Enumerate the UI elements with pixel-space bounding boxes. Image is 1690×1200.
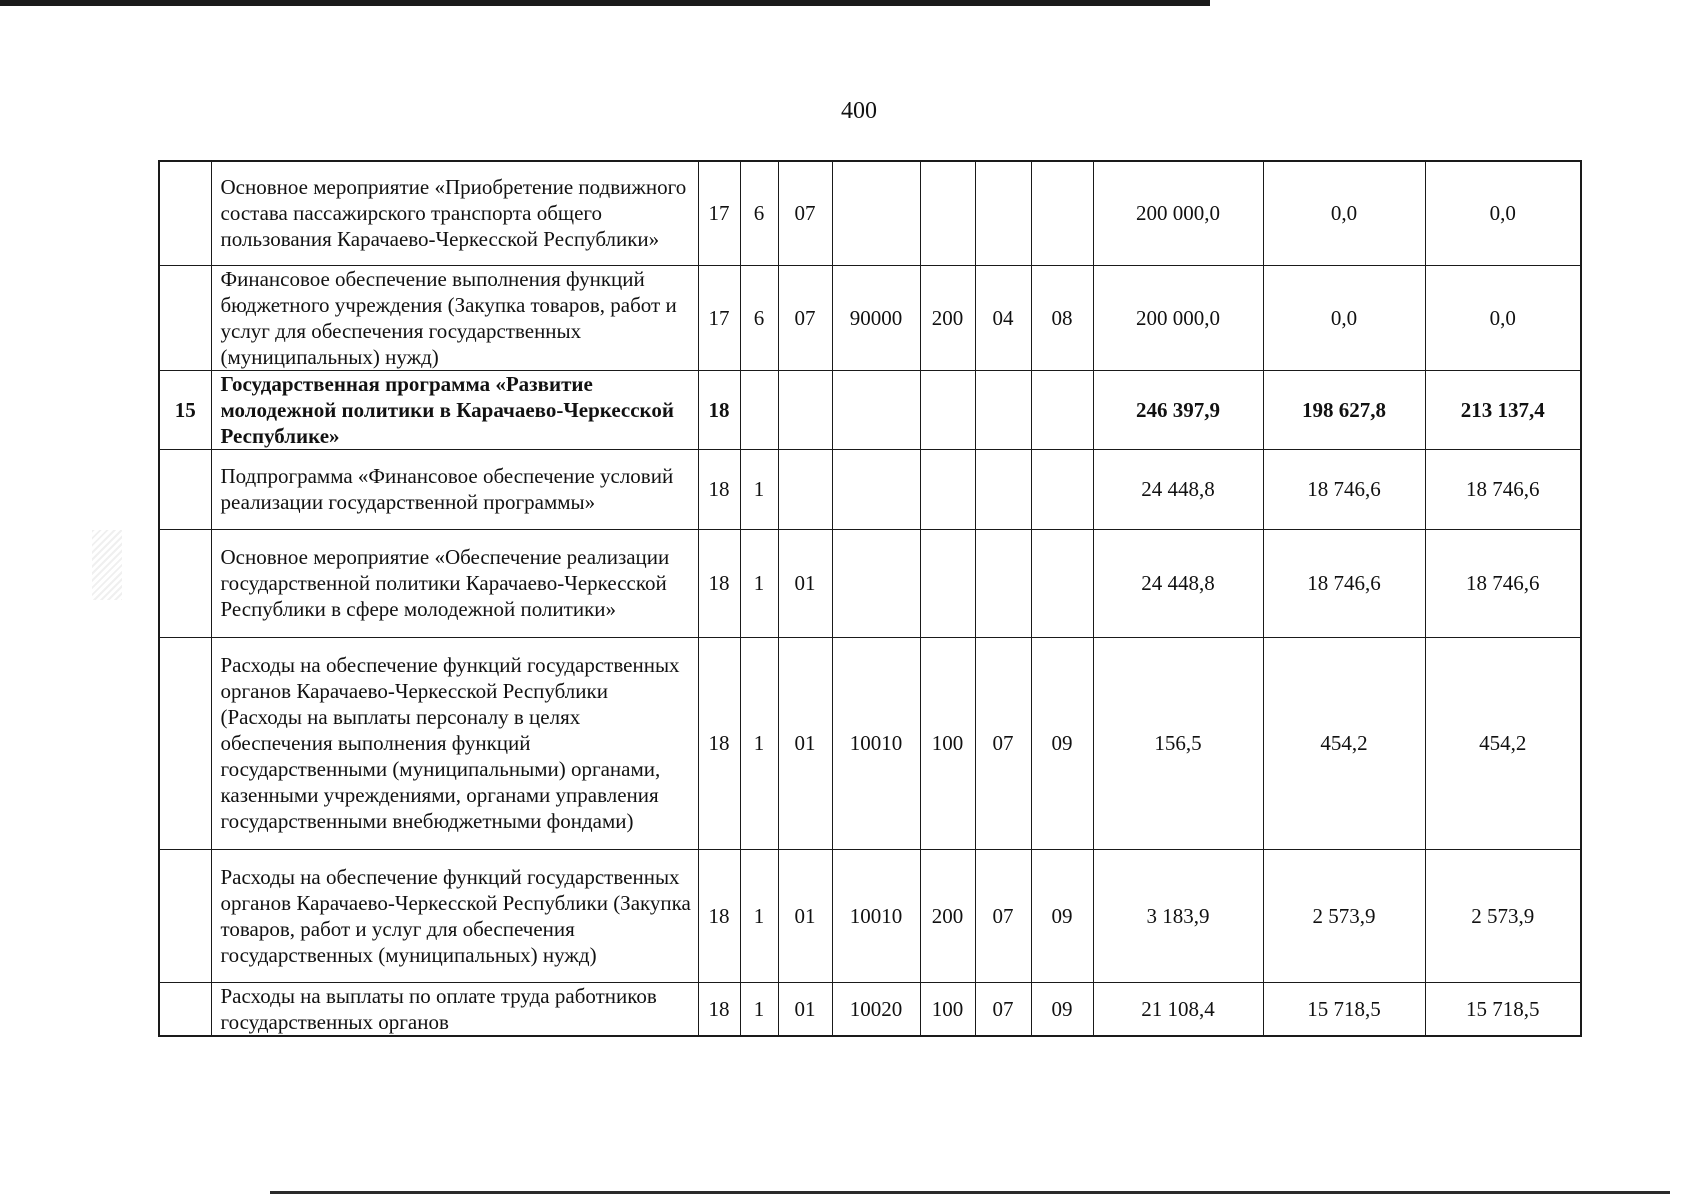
- row-number: [159, 529, 211, 637]
- code-cell: 17: [698, 161, 740, 265]
- table-row: [159, 161, 1581, 265]
- code-cell: [778, 370, 832, 449]
- code-cell: 01: [778, 637, 832, 849]
- code-cell: 6: [740, 161, 778, 265]
- table-row: [159, 849, 1581, 982]
- code-cell: [920, 161, 975, 265]
- code-cell: 1: [740, 529, 778, 637]
- code-cell: 18: [698, 849, 740, 982]
- row-number: [159, 637, 211, 849]
- amount-cell: 246 397,9: [1093, 370, 1263, 449]
- code-cell: 08: [1031, 265, 1093, 370]
- amount-cell: 200 000,0: [1093, 161, 1263, 265]
- table-row: [159, 637, 1581, 849]
- code-cell: 200: [920, 265, 975, 370]
- row-number: [159, 265, 211, 370]
- row-name: Подпрограмма «Финансовое обеспечение условий реализации государственной программы»: [211, 449, 698, 529]
- amount-cell: 18 746,6: [1263, 529, 1425, 637]
- code-cell: 1: [740, 637, 778, 849]
- amount-cell: 15 718,5: [1263, 982, 1425, 1036]
- code-cell: 07: [975, 849, 1031, 982]
- code-cell: 6: [740, 265, 778, 370]
- code-cell: [832, 370, 920, 449]
- code-cell: 10010: [832, 849, 920, 982]
- code-cell: [1031, 370, 1093, 449]
- budget-table: [158, 160, 1582, 1037]
- code-cell: 04: [975, 265, 1031, 370]
- code-cell: [920, 449, 975, 529]
- amount-cell: 15 718,5: [1425, 982, 1581, 1036]
- amount-cell: 213 137,4: [1425, 370, 1581, 449]
- scan-edge-top: [0, 0, 1210, 6]
- code-cell: 09: [1031, 849, 1093, 982]
- code-cell: 07: [975, 637, 1031, 849]
- row-name: Расходы на обеспечение функций государственных органов Карачаево-Черкесской Республики (Расходы на выплаты персоналу в целях обеспечения выполнения функций государственными (муниципальными) органами, казенными учреждениями, органами управления государственными внебюджетными фондами): [211, 637, 698, 849]
- amount-cell: 18 746,6: [1263, 449, 1425, 529]
- code-cell: 01: [778, 982, 832, 1036]
- table-row: [159, 529, 1581, 637]
- code-cell: [975, 449, 1031, 529]
- row-name: Государственная программа «Развитие молодежной политики в Карачаево-Черкесской Республике»: [211, 370, 698, 449]
- row-number: [159, 849, 211, 982]
- table-row: [159, 982, 1581, 1036]
- code-cell: [975, 161, 1031, 265]
- amount-cell: 156,5: [1093, 637, 1263, 849]
- code-cell: [1031, 161, 1093, 265]
- code-cell: 01: [778, 529, 832, 637]
- code-cell: 18: [698, 449, 740, 529]
- code-cell: 10020: [832, 982, 920, 1036]
- row-number: [159, 982, 211, 1036]
- code-cell: [832, 449, 920, 529]
- row-name: Финансовое обеспечение выполнения функций бюджетного учреждения (Закупка товаров, работ и услуг для обеспечения государственных (муниципальных) нужд): [211, 265, 698, 370]
- code-cell: [920, 370, 975, 449]
- code-cell: 01: [778, 849, 832, 982]
- amount-cell: 0,0: [1263, 265, 1425, 370]
- amount-cell: 198 627,8: [1263, 370, 1425, 449]
- amount-cell: 18 746,6: [1425, 529, 1581, 637]
- code-cell: 1: [740, 982, 778, 1036]
- row-name: Расходы на обеспечение функций государственных органов Карачаево-Черкесской Республики (Закупка товаров, работ и услуг для обеспечения государственных (муниципальных) нужд): [211, 849, 698, 982]
- amount-cell: 0,0: [1263, 161, 1425, 265]
- amount-cell: 454,2: [1263, 637, 1425, 849]
- table-row: [159, 265, 1581, 370]
- code-cell: 17: [698, 265, 740, 370]
- row-name: Расходы на выплаты по оплате труда работников государственных органов: [211, 982, 698, 1036]
- amount-cell: 0,0: [1425, 161, 1581, 265]
- code-cell: [832, 161, 920, 265]
- row-number: 15: [159, 370, 211, 449]
- row-number: [159, 161, 211, 265]
- page-number: 400: [841, 98, 877, 124]
- amount-cell: 18 746,6: [1425, 449, 1581, 529]
- code-cell: 200: [920, 849, 975, 982]
- code-cell: [1031, 449, 1093, 529]
- code-cell: [975, 529, 1031, 637]
- amount-cell: 2 573,9: [1425, 849, 1581, 982]
- amount-cell: 21 108,4: [1093, 982, 1263, 1036]
- row-name: Основное мероприятие «Приобретение подвижного состава пассажирского транспорта общего пользования Карачаево-Черкесской Республики»: [211, 161, 698, 265]
- amount-cell: 24 448,8: [1093, 449, 1263, 529]
- code-cell: 100: [920, 982, 975, 1036]
- code-cell: [920, 529, 975, 637]
- code-cell: 18: [698, 529, 740, 637]
- scan-speckle: [92, 530, 122, 600]
- code-cell: [778, 449, 832, 529]
- amount-cell: 200 000,0: [1093, 265, 1263, 370]
- code-cell: 07: [975, 982, 1031, 1036]
- code-cell: 09: [1031, 637, 1093, 849]
- code-cell: 90000: [832, 265, 920, 370]
- code-cell: 18: [698, 637, 740, 849]
- code-cell: 09: [1031, 982, 1093, 1036]
- amount-cell: 2 573,9: [1263, 849, 1425, 982]
- code-cell: 07: [778, 161, 832, 265]
- amount-cell: 0,0: [1425, 265, 1581, 370]
- scan-edge-bottom: [270, 1191, 1670, 1194]
- code-cell: [832, 529, 920, 637]
- amount-cell: 454,2: [1425, 637, 1581, 849]
- code-cell: 07: [778, 265, 832, 370]
- code-cell: 10010: [832, 637, 920, 849]
- row-name: Основное мероприятие «Обеспечение реализации государственной политики Карачаево-Черкесской Республики в сфере молодежной политики»: [211, 529, 698, 637]
- code-cell: 1: [740, 449, 778, 529]
- code-cell: [975, 370, 1031, 449]
- code-cell: [1031, 529, 1093, 637]
- row-number: [159, 449, 211, 529]
- table-row: [159, 370, 1581, 449]
- code-cell: 18: [698, 370, 740, 449]
- table-row: [159, 449, 1581, 529]
- code-cell: 1: [740, 849, 778, 982]
- code-cell: [740, 370, 778, 449]
- amount-cell: 3 183,9: [1093, 849, 1263, 982]
- code-cell: 100: [920, 637, 975, 849]
- code-cell: 18: [698, 982, 740, 1036]
- amount-cell: 24 448,8: [1093, 529, 1263, 637]
